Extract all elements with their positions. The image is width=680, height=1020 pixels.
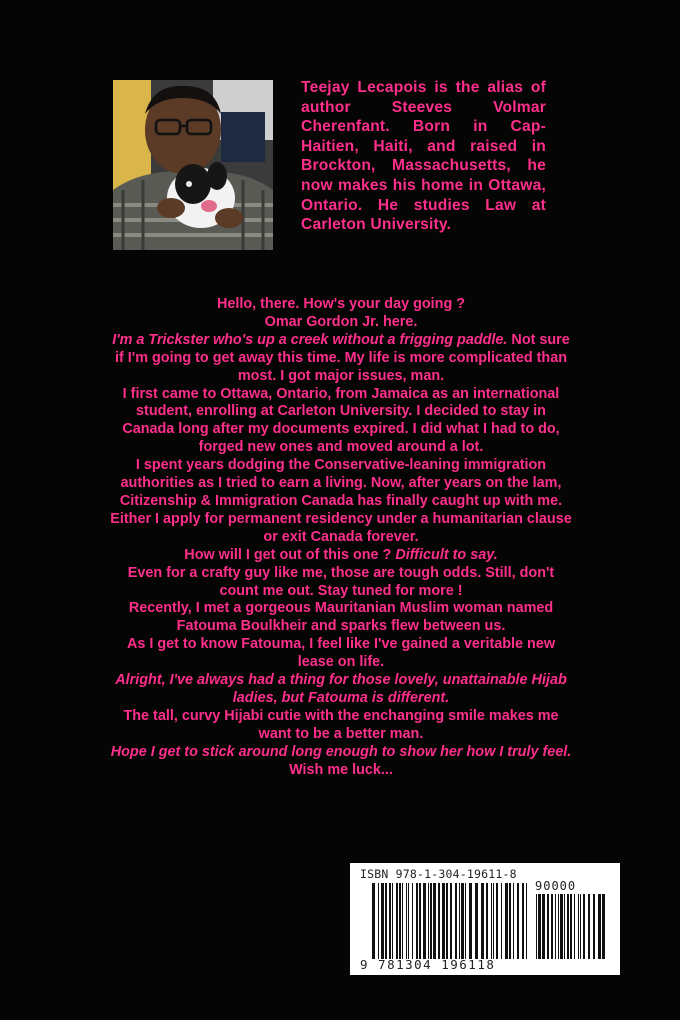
blurb-paragraph: As I get to know Fatouma, I feel like I've gained a veritable new lease on life. bbox=[126, 636, 556, 671]
blurb-paragraph: I first came to Ottawa, Ontario, from Jamaica as an international student, enrolling at Carleton University. I decided to stay in Canada long after my documents expired. I did what I had to do, forged new ones and moved around a lot. bbox=[122, 385, 560, 456]
barcode-bars-main bbox=[372, 883, 530, 959]
blurb-paragraph: Either I apply for permanent residency under a humanitarian clause or exit Canada forever. bbox=[110, 510, 572, 545]
blurb-paragraph: Even for a crafty guy like me, those are tough odds. Still, don't count me out. Stay tuned for more ! bbox=[127, 564, 555, 599]
blurb-paragraph: I spent years dodging the Conservative-leaning immigration authorities as I tried to earn a living. Now, after years on the lam, Citizenship & Immigration Canada has finally caught up with me. bbox=[119, 457, 563, 509]
isbn-barcode bbox=[350, 863, 620, 975]
author-photo bbox=[113, 80, 273, 250]
blurb-text: Not sure if I'm going to get away this time. My life is more complicated than most. I got major issues, man. bbox=[114, 331, 570, 384]
blurb-text: How will I get out of this one ? bbox=[184, 546, 396, 563]
blurb-paragraph bbox=[110, 332, 572, 386]
blurb-italic-text: Difficult to say. bbox=[395, 546, 498, 563]
blurb-greeting: Hello, there. How's your day going ? bbox=[216, 296, 466, 312]
author-bio-text: Teejay Lecapois is the alias of author Steeves Volmar Cherenfant. Born in Cap-Haitien, Haiti, and raised in Brockton, Massachusetts, he now makes his home in Ottawa, Ontario. He studies Law at Carleton University. bbox=[301, 79, 546, 234]
book-blurb bbox=[110, 296, 572, 779]
blurb-paragraph-italic: Hope I get to stick around long enough to show her how I truly feel. bbox=[110, 743, 572, 760]
blurb-italic-text: I'm a Trickster who's up a creek without a frigging paddle. bbox=[112, 331, 508, 348]
blurb-paragraph: The tall, curvy Hijabi cutie with the enchanging smile makes me want to be a better man. bbox=[123, 707, 559, 742]
author-bio bbox=[301, 78, 546, 235]
barcode-bars-addon bbox=[536, 894, 608, 959]
barcode-digits: 9 781304 196118 bbox=[360, 957, 496, 972]
blurb-paragraph: Recently, I met a gorgeous Mauritanian Muslim woman named Fatouma Boulkheir and sparks flew between us. bbox=[128, 600, 554, 635]
blurb-paragraph-italic: Alright, I've always had a thing for those lovely, unattainable Hijab ladies, but Fatouma is different. bbox=[115, 672, 567, 706]
blurb-paragraph bbox=[110, 547, 572, 565]
blurb-intro: Omar Gordon Jr. here. bbox=[264, 313, 418, 330]
price-code: 90000 bbox=[535, 879, 577, 893]
author-photo-image bbox=[113, 80, 273, 250]
blurb-signoff: Wish me luck... bbox=[289, 761, 393, 778]
isbn-label: ISBN 978-1-304-19611-8 bbox=[360, 867, 517, 881]
